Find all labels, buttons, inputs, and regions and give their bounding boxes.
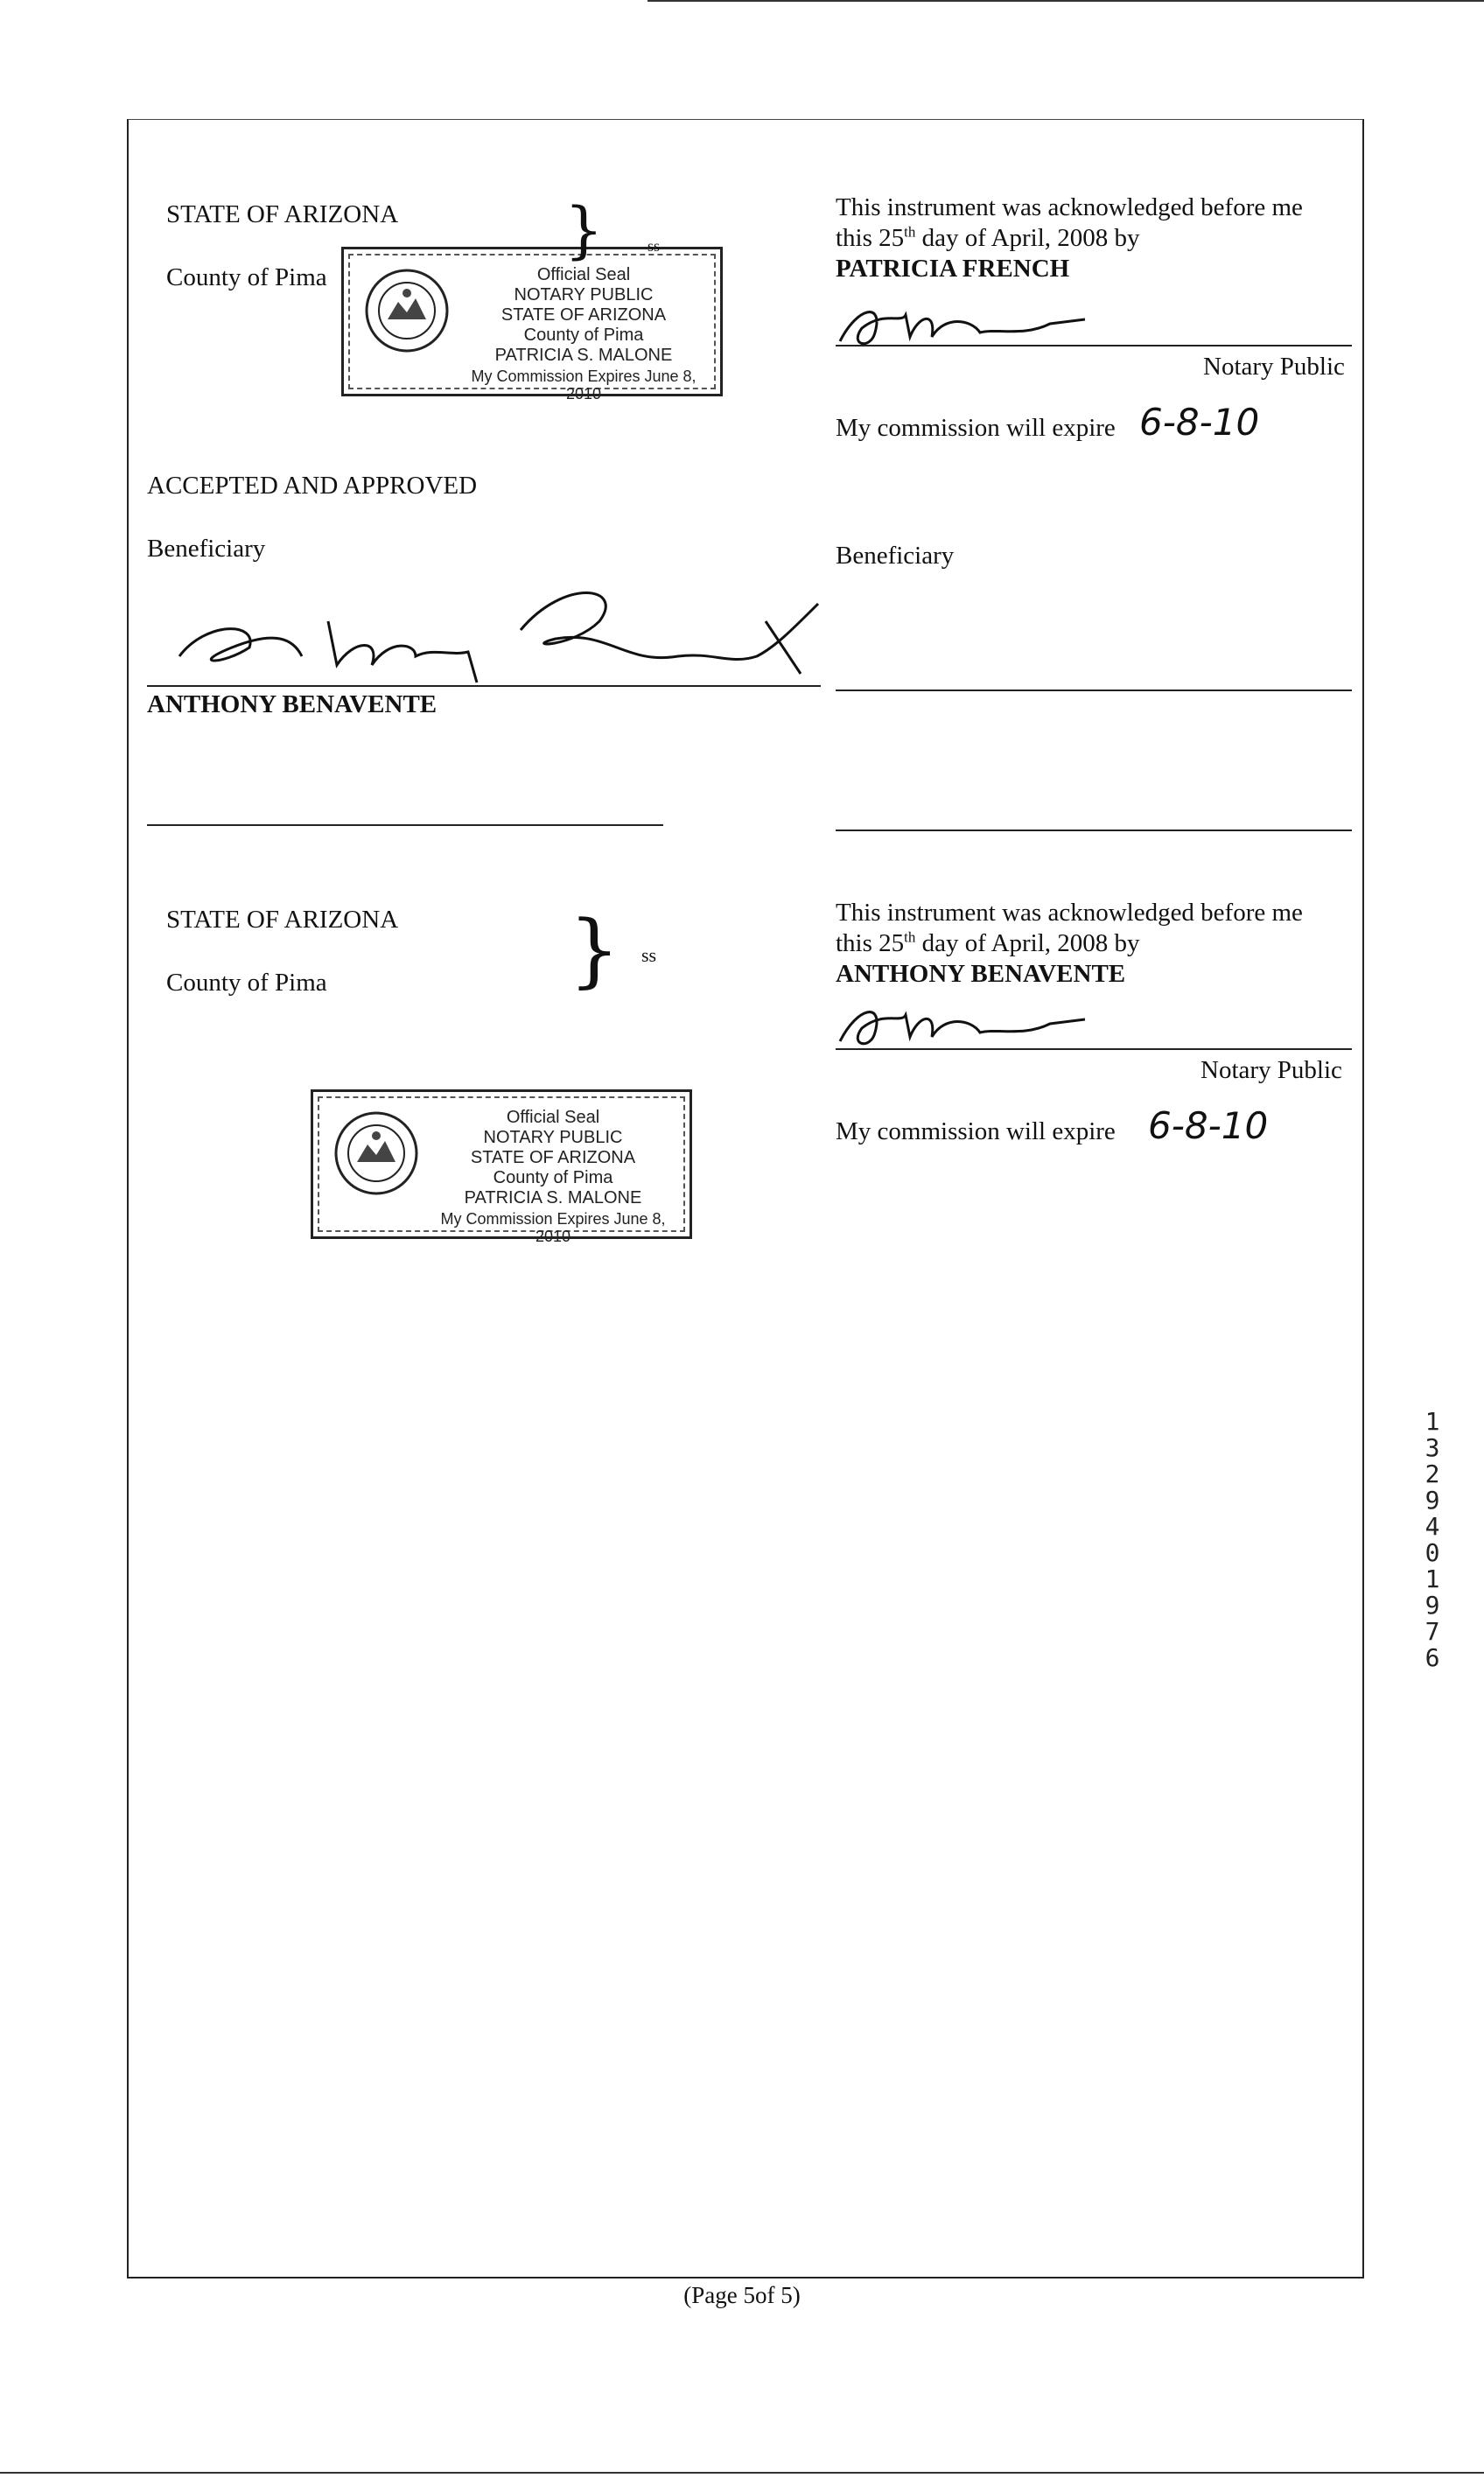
beneficiary-signature: [153, 569, 836, 709]
stamp-expires: My Commission Expires June 8, 2010: [471, 368, 696, 402]
county-label: County of Pima: [166, 969, 327, 997]
blank-signature-line-right: [836, 830, 1352, 831]
stamp-line: STATE OF ARIZONA: [500, 305, 667, 325]
stamp-line: County of Pima: [493, 1168, 613, 1187]
signer-name: ANTHONY BENAVENTE: [836, 960, 1126, 988]
signer-name: PATRICIA FRENCH: [836, 255, 1070, 283]
brace-symbol: }: [569, 903, 620, 997]
stamp-line: PATRICIA S. MALONE: [494, 346, 673, 365]
ack-line-1: This instrument was acknowledged before me: [836, 899, 1303, 927]
beneficiary-right-signature-line: [836, 690, 1352, 691]
ss-label: ss: [648, 237, 661, 255]
commission-label: My commission will expire: [836, 414, 1116, 442]
page-footer: (Page 5of 5): [683, 2282, 801, 2308]
accepted-heading: ACCEPTED AND APPROVED: [147, 472, 478, 500]
beneficiary-name: ANTHONY BENAVENTE: [147, 690, 438, 718]
stamp-line: Official Seal: [536, 265, 631, 284]
stamp-line: PATRICIA S. MALONE: [464, 1188, 642, 1208]
signature-line: [836, 345, 1352, 346]
stamp-expires: My Commission Expires June 8, 2010: [440, 1210, 666, 1245]
blank-signature-line-left: [147, 824, 663, 826]
commission-label: My commission will expire: [836, 1117, 1116, 1145]
brace-symbol: }: [564, 194, 604, 266]
state-label: STATE OF ARIZONA: [166, 200, 399, 228]
county-label: County of Pima: [166, 263, 327, 291]
ack-line-2: this 25th day of April, 2008 by: [836, 223, 1140, 252]
arizona-seal-icon: [332, 1110, 420, 1197]
notary-public-label: Notary Public: [1200, 1056, 1342, 1084]
commission-date: 6-8-10: [1139, 401, 1260, 444]
ack-line-2: this 25th day of April, 2008 by: [836, 928, 1140, 957]
beneficiary-left-label: Beneficiary: [147, 535, 266, 563]
bottom-edge-line: [0, 2472, 1484, 2474]
signature-line: [836, 1048, 1352, 1050]
stamp-line: Official Seal: [506, 1108, 600, 1127]
ack-line-1: This instrument was acknowledged before me: [836, 193, 1303, 221]
arizona-seal-icon: [363, 267, 451, 354]
ss-label: ss: [641, 944, 657, 966]
stamp-line: NOTARY PUBLIC: [514, 285, 654, 304]
notary-stamp: [311, 1089, 692, 1245]
notary-public-label: Notary Public: [1203, 353, 1345, 381]
stamp-line: County of Pima: [523, 326, 644, 345]
beneficiary-signature-line: [147, 685, 821, 687]
stamp-line: NOTARY PUBLIC: [483, 1128, 623, 1147]
beneficiary-right-label: Beneficiary: [836, 542, 955, 570]
notary-stamp: [341, 247, 723, 402]
top-edge-line: [648, 0, 1484, 2]
state-label: STATE OF ARIZONA: [166, 906, 399, 934]
commission-date: 6-8-10: [1148, 1104, 1269, 1147]
notary-signature-1: [822, 298, 1129, 359]
recording-number: 13294 01976: [1424, 1407, 1440, 1672]
stamp-line: STATE OF ARIZONA: [470, 1148, 636, 1167]
